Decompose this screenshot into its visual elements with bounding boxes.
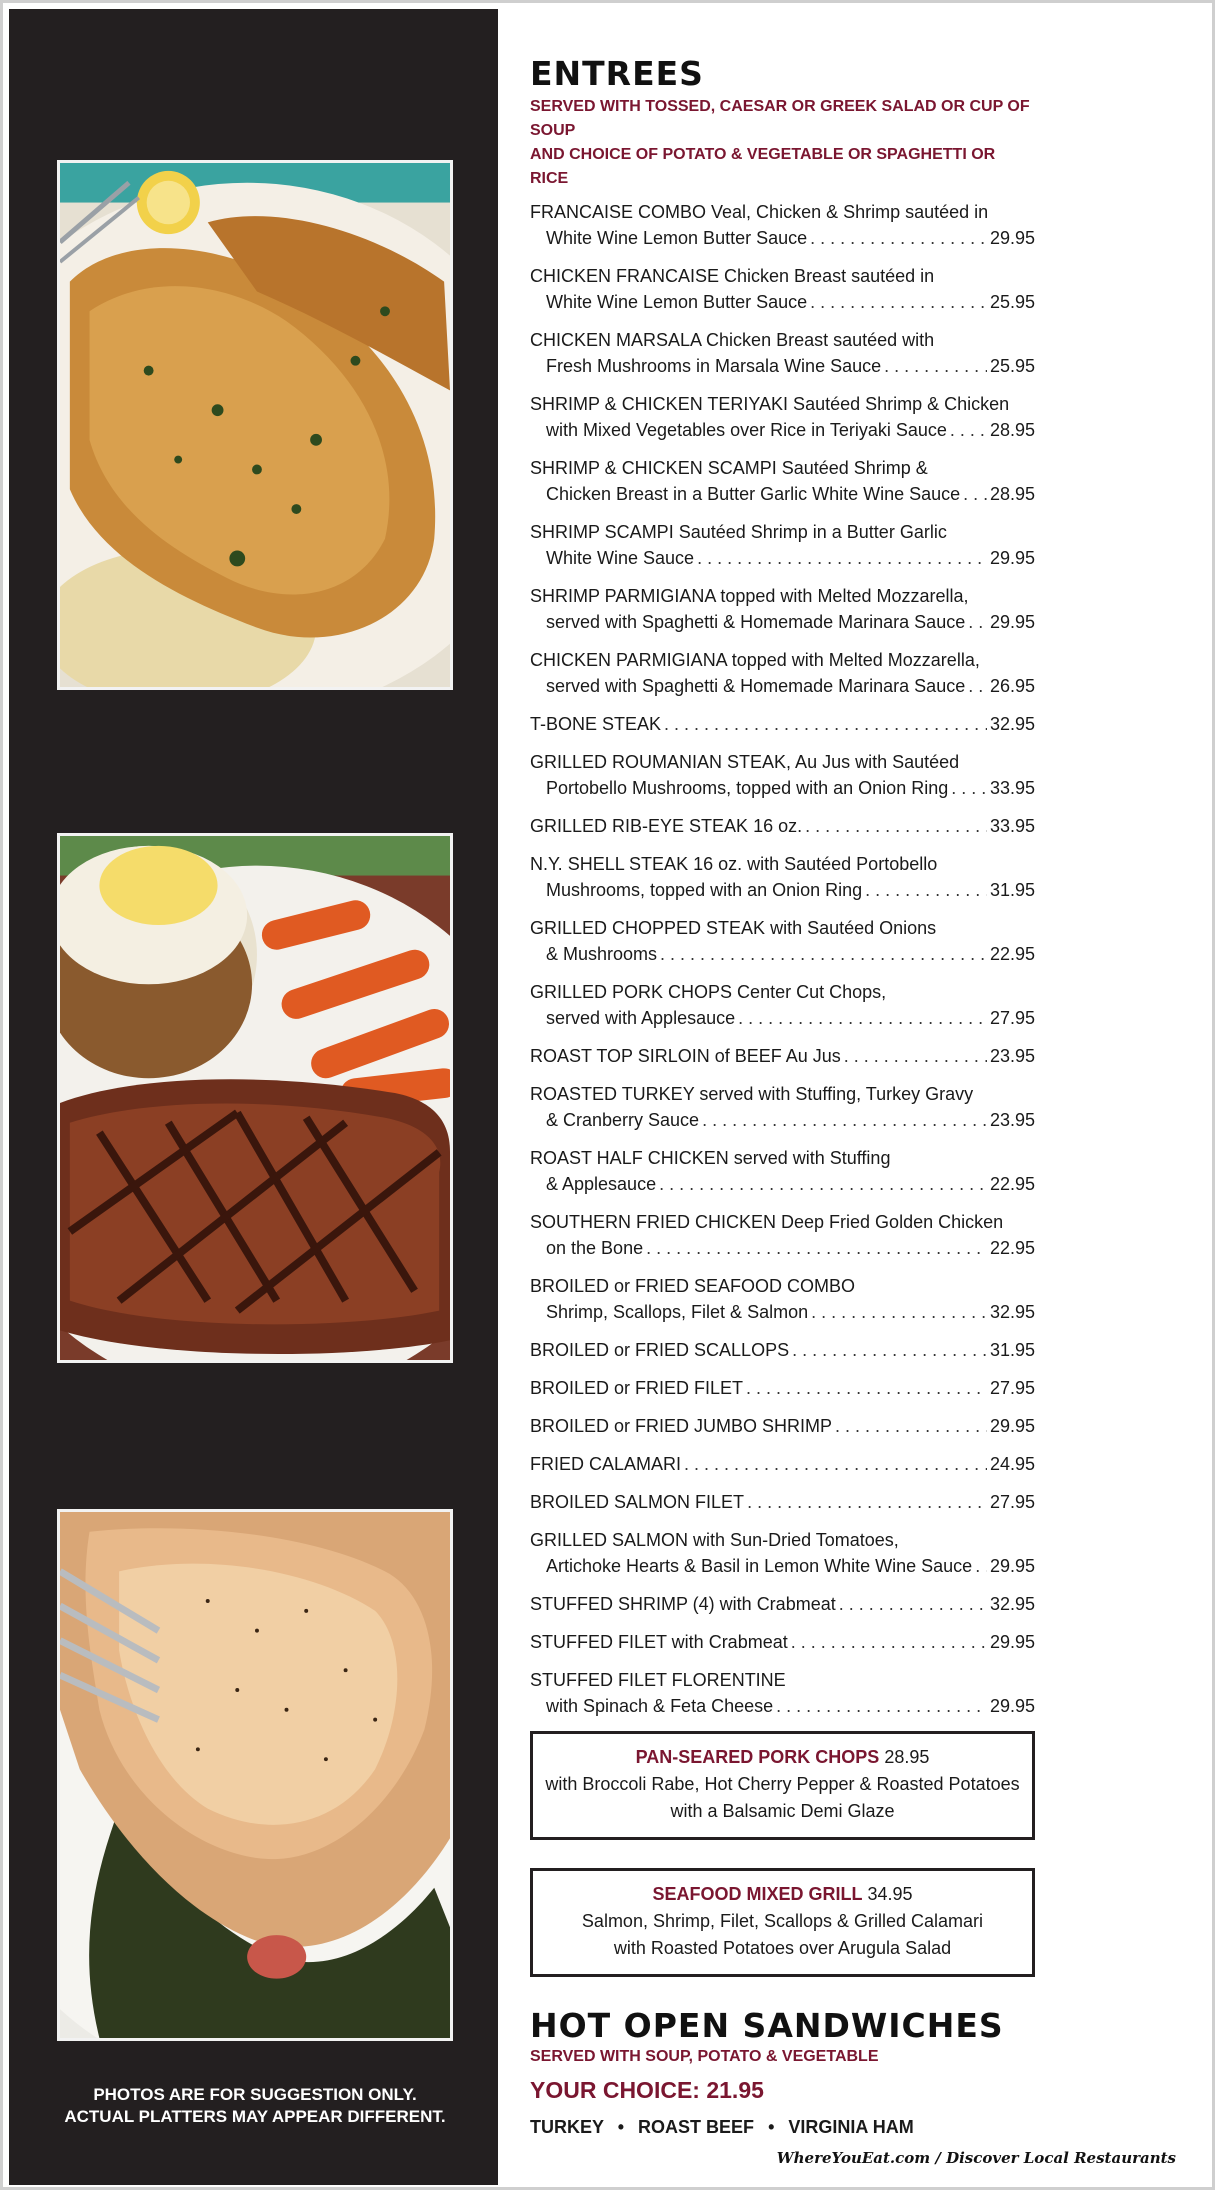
menu-item-text: CHICKEN MARSALA Chicken Breast sautéed with bbox=[530, 330, 935, 350]
menu-item-line bbox=[530, 289, 1035, 315]
menu-item-line bbox=[530, 1451, 1035, 1477]
menu-item-price: 23.95 bbox=[989, 1110, 1035, 1130]
photo-disclaimer bbox=[57, 2084, 453, 2128]
menu-item-line bbox=[530, 1591, 1035, 1617]
menu-item-text: SOUTHERN FRIED CHICKEN Deep Fried Golden Chicken bbox=[530, 1212, 1004, 1232]
menu-column bbox=[530, 55, 1035, 2141]
menu-item-line bbox=[530, 519, 1035, 545]
menu-item-text: CHICKEN FRANCAISE Chicken Breast sautéed in bbox=[530, 266, 935, 286]
dot-leader bbox=[747, 1489, 987, 1515]
menu-item bbox=[530, 1043, 1035, 1069]
menu-item-text: GRILLED SALMON with Sun-Dried Tomatoes, bbox=[530, 1530, 899, 1550]
menu-item-line bbox=[530, 979, 1035, 1005]
menu-item-line bbox=[530, 199, 1035, 225]
dot-leader bbox=[968, 609, 987, 635]
menu-item bbox=[530, 1451, 1035, 1477]
dot-leader bbox=[951, 775, 987, 801]
menu-item bbox=[530, 711, 1035, 737]
menu-item-line bbox=[530, 1413, 1035, 1439]
menu-item bbox=[530, 1081, 1035, 1133]
menu-item-text: STUFFED SHRIMP (4) with Crabmeat bbox=[530, 1594, 836, 1614]
menu-item-text: SHRIMP & CHICKEN TERIYAKI Sautéed Shrimp & Chicken bbox=[530, 394, 1010, 414]
special-description-line-2: with a Balsamic Demi Glaze bbox=[670, 1801, 895, 1821]
menu-item-line bbox=[530, 941, 1035, 967]
menu-item-line bbox=[530, 1081, 1035, 1107]
salmon-dish-image bbox=[60, 1512, 450, 2038]
menu-item-line bbox=[530, 327, 1035, 353]
dot-leader bbox=[664, 711, 987, 737]
menu-item bbox=[530, 647, 1035, 699]
separator-dot: • bbox=[768, 2117, 775, 2137]
menu-item-text: Fresh Mushrooms in Marsala Wine Sauce bbox=[546, 356, 882, 376]
menu-item-text: GRILLED ROUMANIAN STEAK, Au Jus with Sautéed bbox=[530, 752, 960, 772]
menu-item-line bbox=[530, 481, 1035, 507]
sandwich-choice-price: YOUR CHOICE: 21.95 bbox=[530, 2077, 764, 2103]
menu-item-price: 29.95 bbox=[989, 1696, 1035, 1716]
menu-item-text: White Wine Lemon Butter Sauce bbox=[546, 292, 808, 312]
menu-item bbox=[530, 1667, 1035, 1719]
menu-item-price: 29.95 bbox=[989, 612, 1035, 632]
menu-item bbox=[530, 915, 1035, 967]
footer-credit[interactable]: WhereYouEat.com / Discover Local Restaurants bbox=[776, 2149, 1176, 2167]
menu-item-text: STUFFED FILET with Crabmeat bbox=[530, 1632, 788, 1652]
menu-item-price: 33.95 bbox=[989, 778, 1035, 798]
menu-item-text: served with Spaghetti & Homemade Marinara Sauce bbox=[546, 676, 966, 696]
menu-item-text: ROAST HALF CHICKEN served with Stuffing bbox=[530, 1148, 891, 1168]
dot-leader bbox=[659, 1171, 987, 1197]
menu-item-line bbox=[530, 1337, 1035, 1363]
menu-item-line bbox=[530, 1527, 1035, 1553]
menu-item-line bbox=[530, 225, 1035, 251]
menu-item-line bbox=[530, 1667, 1035, 1693]
dot-leader bbox=[792, 1337, 987, 1363]
disclaimer-line-2: ACTUAL PLATTERS MAY APPEAR DIFFERENT. bbox=[64, 2107, 446, 2126]
menu-item-text: SHRIMP SCAMPI Sautéed Shrimp in a Butter Garlic bbox=[530, 522, 947, 542]
entrees-subtitle-line-2: AND CHOICE OF POTATO & VEGETABLE OR SPAGHETTI OR RICE bbox=[530, 146, 996, 187]
menu-item-text: ROAST TOP SIRLOIN of BEEF Au Jus bbox=[530, 1046, 841, 1066]
entrees-subtitle bbox=[530, 95, 1035, 191]
menu-item bbox=[530, 327, 1035, 379]
menu-item-price: 29.95 bbox=[989, 1632, 1035, 1652]
menu-item-price: 26.95 bbox=[989, 676, 1035, 696]
menu-item-line bbox=[530, 711, 1035, 737]
menu-item-line bbox=[530, 1235, 1035, 1261]
menu-item-text: White Wine Lemon Butter Sauce bbox=[546, 228, 808, 248]
dot-leader bbox=[811, 1299, 987, 1325]
dot-leader bbox=[738, 1005, 987, 1031]
menu-item-line bbox=[530, 1171, 1035, 1197]
menu-item-line bbox=[530, 1005, 1035, 1031]
menu-item-price: 29.95 bbox=[989, 1416, 1035, 1436]
menu-item-line bbox=[530, 455, 1035, 481]
menu-item-price: 32.95 bbox=[989, 714, 1035, 734]
special-description-line-1: with Broccoli Rabe, Hot Cherry Pepper & Roasted Potatoes bbox=[545, 1774, 1020, 1794]
menu-item-price: 31.95 bbox=[989, 880, 1035, 900]
dot-leader bbox=[746, 1375, 987, 1401]
sandwich-choice-virginia-ham: VIRGINIA HAM bbox=[788, 2117, 914, 2137]
dot-leader bbox=[697, 545, 987, 571]
sandwiches-subtitle: SERVED WITH SOUP, POTATO & VEGETABLE bbox=[530, 2048, 879, 2065]
menu-item bbox=[530, 1489, 1035, 1515]
menu-item bbox=[530, 391, 1035, 443]
menu-item-line bbox=[530, 1273, 1035, 1299]
menu-item bbox=[530, 1413, 1035, 1439]
sandwiches-heading: HOT OPEN SANDWICHES bbox=[530, 2006, 1004, 2045]
menu-item-line bbox=[530, 417, 1035, 443]
menu-item-text: Artichoke Hearts & Basil in Lemon White Wine Sauce bbox=[546, 1556, 973, 1576]
menu-item-text: Chicken Breast in a Butter Garlic White Wine Sauce bbox=[546, 484, 961, 504]
menu-item-price: 28.95 bbox=[989, 420, 1035, 440]
dot-leader bbox=[660, 941, 987, 967]
menu-item bbox=[530, 979, 1035, 1031]
menu-item-text: with Mixed Vegetables over Rice in Teriyaki Sauce bbox=[546, 420, 947, 440]
grilled-salmon-photo bbox=[57, 1509, 453, 2041]
menu-item-text: & Applesauce bbox=[546, 1174, 657, 1194]
special-description-line-1: Salmon, Shrimp, Filet, Scallops & Grilled Calamari bbox=[581, 1911, 984, 1931]
menu-item bbox=[530, 519, 1035, 571]
menu-item-price: 25.95 bbox=[989, 292, 1035, 312]
special-pork-chops bbox=[530, 1731, 1035, 1840]
dot-leader bbox=[791, 1629, 987, 1655]
menu-item-text: Shrimp, Scallops, Filet & Salmon bbox=[546, 1302, 809, 1322]
steak-potato-photo bbox=[57, 833, 453, 1363]
menu-item-price: 25.95 bbox=[989, 356, 1035, 376]
menu-item-text: GRILLED RIB-EYE STEAK 16 oz. bbox=[530, 816, 803, 836]
dot-leader bbox=[844, 1043, 987, 1069]
menu-item-text: STUFFED FILET FLORENTINE bbox=[530, 1670, 786, 1690]
menu-item bbox=[530, 1145, 1035, 1197]
menu-item-line bbox=[530, 391, 1035, 417]
menu-item-price: 24.95 bbox=[989, 1454, 1035, 1474]
dot-leader bbox=[950, 417, 987, 443]
menu-item bbox=[530, 1591, 1035, 1617]
menu-item-text: Mushrooms, topped with an Onion Ring bbox=[546, 880, 863, 900]
menu-item-line bbox=[530, 583, 1035, 609]
menu-item bbox=[530, 199, 1035, 251]
menu-item-line bbox=[530, 813, 1035, 839]
menu-item-line bbox=[530, 1629, 1035, 1655]
menu-item-line bbox=[530, 1489, 1035, 1515]
menu-item bbox=[530, 1527, 1035, 1579]
menu-item-text: on the Bone bbox=[546, 1238, 644, 1258]
dot-leader bbox=[839, 1591, 987, 1617]
menu-item-line bbox=[530, 609, 1035, 635]
dot-leader bbox=[835, 1413, 987, 1439]
special-name: PAN-SEARED PORK CHOPS bbox=[635, 1747, 880, 1767]
dot-leader bbox=[805, 813, 987, 839]
menu-item bbox=[530, 851, 1035, 903]
steak-dish-image bbox=[60, 836, 450, 1360]
entree-list bbox=[530, 199, 1035, 1719]
dot-leader bbox=[963, 481, 987, 507]
special-title-line bbox=[539, 1744, 1026, 1771]
menu-item-line bbox=[530, 1043, 1035, 1069]
menu-item-price: 22.95 bbox=[989, 944, 1035, 964]
menu-item bbox=[530, 1273, 1035, 1325]
dot-leader bbox=[646, 1235, 987, 1261]
menu-item-line bbox=[530, 673, 1035, 699]
menu-item-line bbox=[530, 1693, 1035, 1719]
menu-item-price: 33.95 bbox=[989, 816, 1035, 836]
menu-item-text: served with Spaghetti & Homemade Marinara Sauce bbox=[546, 612, 966, 632]
disclaimer-line-1: PHOTOS ARE FOR SUGGESTION ONLY. bbox=[93, 2085, 417, 2104]
dot-leader bbox=[865, 877, 987, 903]
menu-item-line bbox=[530, 545, 1035, 571]
menu-item-price: 31.95 bbox=[989, 1340, 1035, 1360]
menu-item-line bbox=[530, 263, 1035, 289]
menu-item-text: BROILED SALMON FILET bbox=[530, 1492, 745, 1512]
menu-item bbox=[530, 813, 1035, 839]
menu-item-price: 32.95 bbox=[989, 1302, 1035, 1322]
dot-leader bbox=[776, 1693, 987, 1719]
menu-item bbox=[530, 455, 1035, 507]
menu-item-line bbox=[530, 1107, 1035, 1133]
menu-item-text: N.Y. SHELL STEAK 16 oz. with Sautéed Portobello bbox=[530, 854, 938, 874]
menu-item-price: 22.95 bbox=[989, 1174, 1035, 1194]
menu-item-line bbox=[530, 877, 1035, 903]
menu-item-price: 28.95 bbox=[989, 484, 1035, 504]
sandwich-choice-turkey: TURKEY bbox=[530, 2117, 604, 2137]
dot-leader bbox=[810, 289, 987, 315]
menu-item-text: ROASTED TURKEY served with Stuffing, Turkey Gravy bbox=[530, 1084, 974, 1104]
chicken-francaise-photo bbox=[57, 160, 453, 690]
menu-item-price: 29.95 bbox=[989, 228, 1035, 248]
menu-item-price: 23.95 bbox=[989, 1046, 1035, 1066]
menu-item-text: BROILED or FRIED JUMBO SHRIMP bbox=[530, 1416, 833, 1436]
special-title-line bbox=[539, 1881, 1026, 1908]
menu-item-text: with Spinach & Feta Cheese bbox=[546, 1696, 774, 1716]
menu-item bbox=[530, 1209, 1035, 1261]
menu-item-price: 29.95 bbox=[989, 548, 1035, 568]
menu-item-text: FRIED CALAMARI bbox=[530, 1454, 682, 1474]
menu-item-text: SHRIMP PARMIGIANA topped with Melted Mozzarella, bbox=[530, 586, 969, 606]
dot-leader bbox=[884, 353, 987, 379]
menu-item-line bbox=[530, 1553, 1035, 1579]
menu-item-line bbox=[530, 915, 1035, 941]
menu-item-text: & Cranberry Sauce bbox=[546, 1110, 700, 1130]
menu-item-line bbox=[530, 775, 1035, 801]
menu-item-price: 32.95 bbox=[989, 1594, 1035, 1614]
menu-item-text: served with Applesauce bbox=[546, 1008, 736, 1028]
dot-leader bbox=[810, 225, 987, 251]
menu-item-price: 22.95 bbox=[989, 1238, 1035, 1258]
separator-dot: • bbox=[617, 2117, 625, 2137]
menu-item-text: BROILED or FRIED FILET bbox=[530, 1378, 744, 1398]
menu-item bbox=[530, 583, 1035, 635]
menu-item-text: T-BONE STEAK bbox=[530, 714, 662, 734]
menu-item bbox=[530, 1375, 1035, 1401]
menu-item-text: GRILLED CHOPPED STEAK with Sautéed Onions bbox=[530, 918, 937, 938]
menu-item-line bbox=[530, 1299, 1035, 1325]
special-price: 34.95 bbox=[867, 1884, 913, 1904]
menu-item-line bbox=[530, 647, 1035, 673]
menu-item-price: 27.95 bbox=[989, 1492, 1035, 1512]
sandwich-choices bbox=[530, 2113, 1035, 2141]
sandwich-choice-roast-beef: ROAST BEEF bbox=[638, 2117, 755, 2137]
menu-item-text: CHICKEN PARMIGIANA topped with Melted Mozzarella, bbox=[530, 650, 980, 670]
photo-sidebar bbox=[9, 9, 498, 2185]
menu-item-text: Portobello Mushrooms, topped with an Onion Ring bbox=[546, 778, 949, 798]
menu-item-price: 29.95 bbox=[989, 1556, 1035, 1576]
dot-leader bbox=[684, 1451, 987, 1477]
menu-item bbox=[530, 263, 1035, 315]
dot-leader bbox=[702, 1107, 987, 1133]
special-price: 28.95 bbox=[884, 1747, 930, 1767]
menu-item-line bbox=[530, 1145, 1035, 1171]
menu-item-text: SHRIMP & CHICKEN SCAMPI Sautéed Shrimp & bbox=[530, 458, 928, 478]
menu-item-text: BROILED or FRIED SEAFOOD COMBO bbox=[530, 1276, 856, 1296]
menu-item-price: 27.95 bbox=[989, 1008, 1035, 1028]
entrees-heading: ENTREES bbox=[530, 54, 704, 93]
menu-item-line bbox=[530, 353, 1035, 379]
entrees-subtitle-line-1: SERVED WITH TOSSED, CAESAR OR GREEK SALAD OR CUP OF SOUP bbox=[530, 98, 1030, 139]
menu-item-line bbox=[530, 1209, 1035, 1235]
special-name: SEAFOOD MIXED GRILL bbox=[652, 1884, 863, 1904]
menu-item-line bbox=[530, 749, 1035, 775]
special-seafood-grill bbox=[530, 1868, 1035, 1977]
menu-item bbox=[530, 749, 1035, 801]
menu-item-text: White Wine Sauce bbox=[546, 548, 695, 568]
chicken-dish-image bbox=[60, 163, 450, 687]
menu-item-price: 27.95 bbox=[989, 1378, 1035, 1398]
menu-item-line bbox=[530, 851, 1035, 877]
menu-item-text: BROILED or FRIED SCALLOPS bbox=[530, 1340, 790, 1360]
menu-item bbox=[530, 1629, 1035, 1655]
menu-item-text: GRILLED PORK CHOPS Center Cut Chops, bbox=[530, 982, 887, 1002]
menu-item-line bbox=[530, 1375, 1035, 1401]
dot-leader bbox=[968, 673, 987, 699]
menu-item-text: FRANCAISE COMBO Veal, Chicken & Shrimp sautéed in bbox=[530, 202, 989, 222]
dot-leader bbox=[975, 1553, 987, 1579]
special-description-line-2: with Roasted Potatoes over Arugula Salad bbox=[613, 1938, 952, 1958]
menu-item bbox=[530, 1337, 1035, 1363]
menu-item-text: & Mushrooms bbox=[546, 944, 658, 964]
